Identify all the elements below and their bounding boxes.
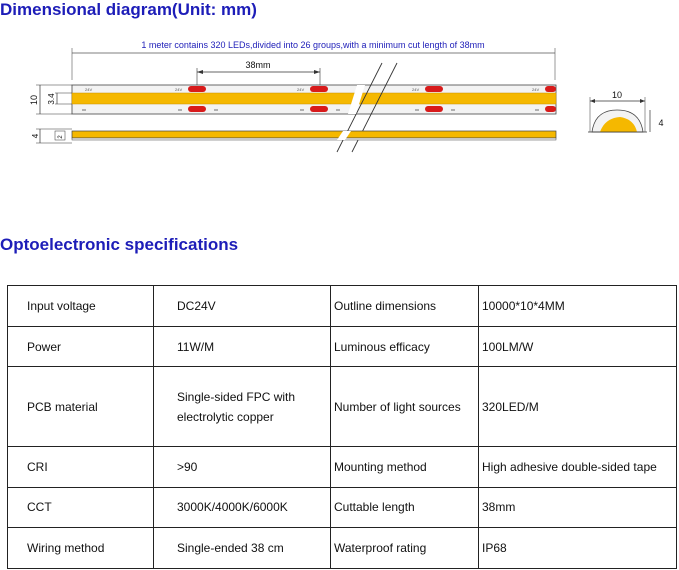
- segment-mark: 24V: [175, 87, 183, 92]
- diagram-top-note: 1 meter contains 320 LEDs,divided into 26 groups,with a minimum cut length of 38mm: [141, 40, 485, 50]
- spec-row: [8, 528, 677, 569]
- spec-label: Outline dimensions: [331, 286, 479, 327]
- spec-value: 320LED/M: [479, 367, 677, 446]
- spec-value: Single-sided FPC with electrolytic copper: [154, 367, 331, 446]
- spec-label: Number of light sources: [331, 367, 479, 446]
- spec-value: Single-ended 38 cm: [154, 528, 331, 569]
- dimensional-diagram-heading: Dimensional diagram(Unit: mm): [0, 0, 257, 19]
- thickness-label: 4: [31, 133, 40, 139]
- cut-length-label: 38mm: [245, 60, 271, 70]
- segment-mark: 24V: [297, 87, 305, 92]
- spec-table: [7, 285, 677, 569]
- spec-value: DC24V: [154, 286, 331, 327]
- spec-value: High adhesive double-sided tape: [479, 446, 677, 487]
- thickness-small-label: 2: [58, 135, 64, 139]
- led-band: [72, 93, 556, 104]
- spec-label: Input voltage: [8, 286, 154, 327]
- spec-value: 100LM/W: [479, 326, 677, 367]
- spec-label: Mounting method: [331, 446, 479, 487]
- strip-side-view: [72, 131, 556, 138]
- segment-mark: 24V: [85, 87, 93, 92]
- spec-value: 11W/M: [154, 326, 331, 367]
- spec-label: Wiring method: [8, 528, 154, 569]
- spec-value: 3000K/4000K/6000K: [154, 487, 331, 528]
- profile-height-label: 4: [658, 118, 664, 128]
- spec-label: CRI: [8, 446, 154, 487]
- inner-width-label: 3.4: [47, 93, 56, 105]
- spec-label: Power: [8, 326, 154, 367]
- spec-label: Cuttable length: [331, 487, 479, 528]
- spec-label: Waterproof rating: [331, 528, 479, 569]
- optoelectronic-heading: Optoelectronic specifications: [0, 235, 239, 254]
- spec-label: Luminous efficacy: [331, 326, 479, 367]
- spec-row: [8, 286, 677, 327]
- spec-label: PCB material: [8, 367, 154, 446]
- spec-row: [8, 487, 677, 528]
- dimensional-diagram: [0, 0, 679, 200]
- spec-row: [8, 367, 677, 446]
- profile-width-label: 10: [611, 90, 623, 100]
- spec-value: 10000*10*4MM: [479, 286, 677, 327]
- spec-row: [8, 326, 677, 367]
- spec-value: 38mm: [479, 487, 677, 528]
- spec-label: CCT: [8, 487, 154, 528]
- segment-mark: 24V: [532, 87, 540, 92]
- spec-row: [8, 446, 677, 487]
- spec-value: >90: [154, 446, 331, 487]
- segment-mark: 24V: [412, 87, 420, 92]
- spec-value: IP68: [479, 528, 677, 569]
- width-label: 10: [29, 94, 39, 106]
